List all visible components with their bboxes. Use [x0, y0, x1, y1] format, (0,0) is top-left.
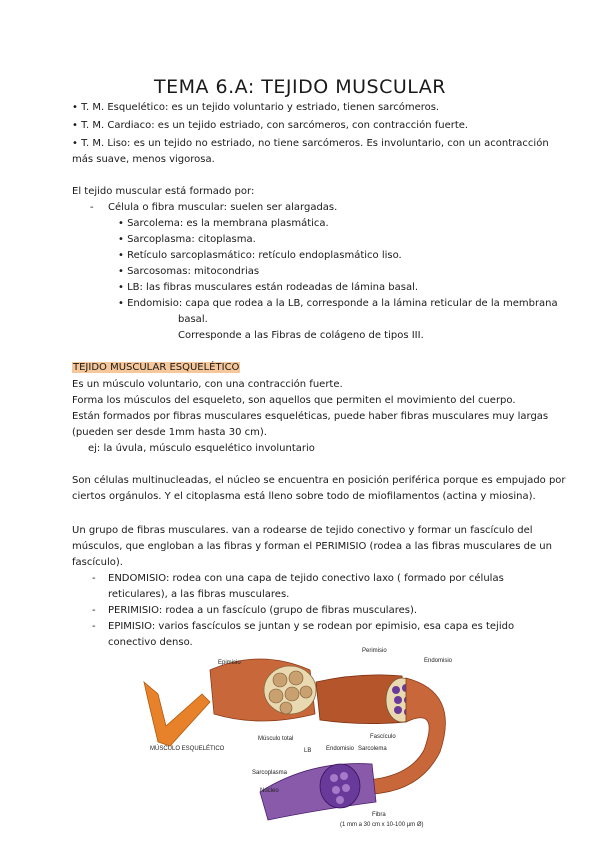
composition-sub-item: Corresponde a las Fibras de colágeno de tipos III.: [178, 330, 424, 341]
label-nucleo: Núcleo: [260, 788, 279, 794]
section-para1-line: Es un músculo voluntario, con una contracción fuerte.: [72, 379, 343, 390]
section-para1-line: Forma los músculos del esqueleto, son aquellos que permiten el movimiento del cuerpo.: [72, 395, 516, 406]
section-para3-line: músculos, que engloban a las fibras y forman el PERIMISIO (rodea a las fibras musculares de un: [72, 541, 552, 552]
label-perimisio: Perimisio: [362, 648, 387, 654]
intro-line: • T. M. Cardiaco: es un tejido estriado, con sarcómeros, con contracción fuerte.: [72, 120, 469, 131]
section-list-item: EPIMISIO: varios fascículos se juntan y se rodean por epimisio, esa capa es tejido: [108, 621, 515, 632]
arm-illustration: [144, 682, 210, 746]
section-heading: [72, 361, 240, 374]
composition-sub-item: • Endomisio: capa que rodea a la LB, corresponde a la lámina reticular de la membrana: [118, 298, 558, 309]
label-fibra-size: (1 mm a 30 cm x 10-100 µm Ø): [340, 822, 424, 828]
section-para1-line: ej: la úvula, músculo esquelético involuntario: [88, 443, 315, 454]
dash-bullet: -: [92, 573, 96, 584]
intro-line: más suave, menos vigorosa.: [72, 154, 215, 165]
composition-sub-item: • Sarcosomas: mitocondrias: [118, 266, 260, 277]
section-heading-text: TEJIDO MUSCULAR ESQUELÉTICO: [73, 362, 240, 373]
section-para1-line: Están formados por fibras musculares esqueléticas, puede haber fibras musculares muy largas: [72, 411, 549, 422]
composition-sub-item: basal.: [178, 314, 208, 325]
section-para2-line: ciertos orgánulos. Y el citoplasma está lleno sobre todo de miofilamentos (actina y miosina).: [72, 491, 536, 502]
label-fasciculo: Fascículo: [370, 734, 396, 740]
composition-sub-item: • Sarcolema: es la membrana plasmática.: [118, 218, 329, 229]
dash-bullet: -: [92, 605, 96, 616]
label-epimisio: Epimisio: [218, 660, 241, 666]
page-title: TEMA 6.A: TEJIDO MUSCULAR: [154, 76, 446, 98]
section-list-item: ENDOMISIO: rodea con una capa de tejido conectivo laxo ( formado por células: [108, 573, 504, 584]
label-sarcoplasma: Sarcoplasma: [252, 770, 288, 776]
intro-line: • T. M. Esquelético: es un tejido voluntario y estriado, tienen sarcómeros.: [72, 102, 440, 113]
intro-line: • T. M. Liso: es un tejido no estriado, no tiene sarcómeros. Es involuntario, con un acontracción: [72, 138, 549, 149]
dash-bullet: -: [92, 621, 96, 632]
section-para3-line: Un grupo de fibras musculares. van a rodearse de tejido conectivo y formar un fascículo del: [72, 525, 533, 536]
label-caption: MÚSCULO ESQUELÉTICO: [150, 746, 225, 752]
section-list-item: conectivo denso.: [108, 637, 193, 648]
composition-heading: El tejido muscular está formado por:: [72, 186, 255, 197]
section-para1-line: (pueden ser desde 1mm hasta 30 cm).: [72, 427, 267, 438]
label-fibra: Fibra: [372, 812, 386, 818]
label-endomisio-top: Endomisio: [424, 658, 453, 664]
dash-bullet: -: [90, 202, 94, 213]
section-para2-line: Son células multinucleadas, el núcleo se encuentra en posición periférica porque es empujado por: [72, 475, 566, 486]
section-list-item: PERIMISIO: rodea a un fascículo (grupo de fibras musculares).: [108, 605, 418, 616]
composition-sub-item: • Retículo sarcoplasmático: retículo endoplasmático liso.: [118, 250, 402, 261]
label-sarcolema: Sarcolema: [358, 746, 387, 752]
label-lb: LB: [304, 748, 312, 754]
muscle-structure-diagram: [140, 642, 470, 832]
section-para3-line: fascículo).: [72, 557, 123, 568]
label-endomisio: Endomisio: [326, 746, 355, 752]
label-musculo-total: Músculo total: [258, 736, 294, 742]
section-list-item: reticulares), a las fibras musculares.: [108, 589, 290, 600]
composition-sub-item: • LB: las fibras musculares están rodeadas de lámina basal.: [118, 282, 419, 293]
composition-sub-item: • Sarcoplasma: citoplasma.: [118, 234, 256, 245]
composition-main-item: Célula o fibra muscular: suelen ser alargadas.: [108, 202, 338, 213]
